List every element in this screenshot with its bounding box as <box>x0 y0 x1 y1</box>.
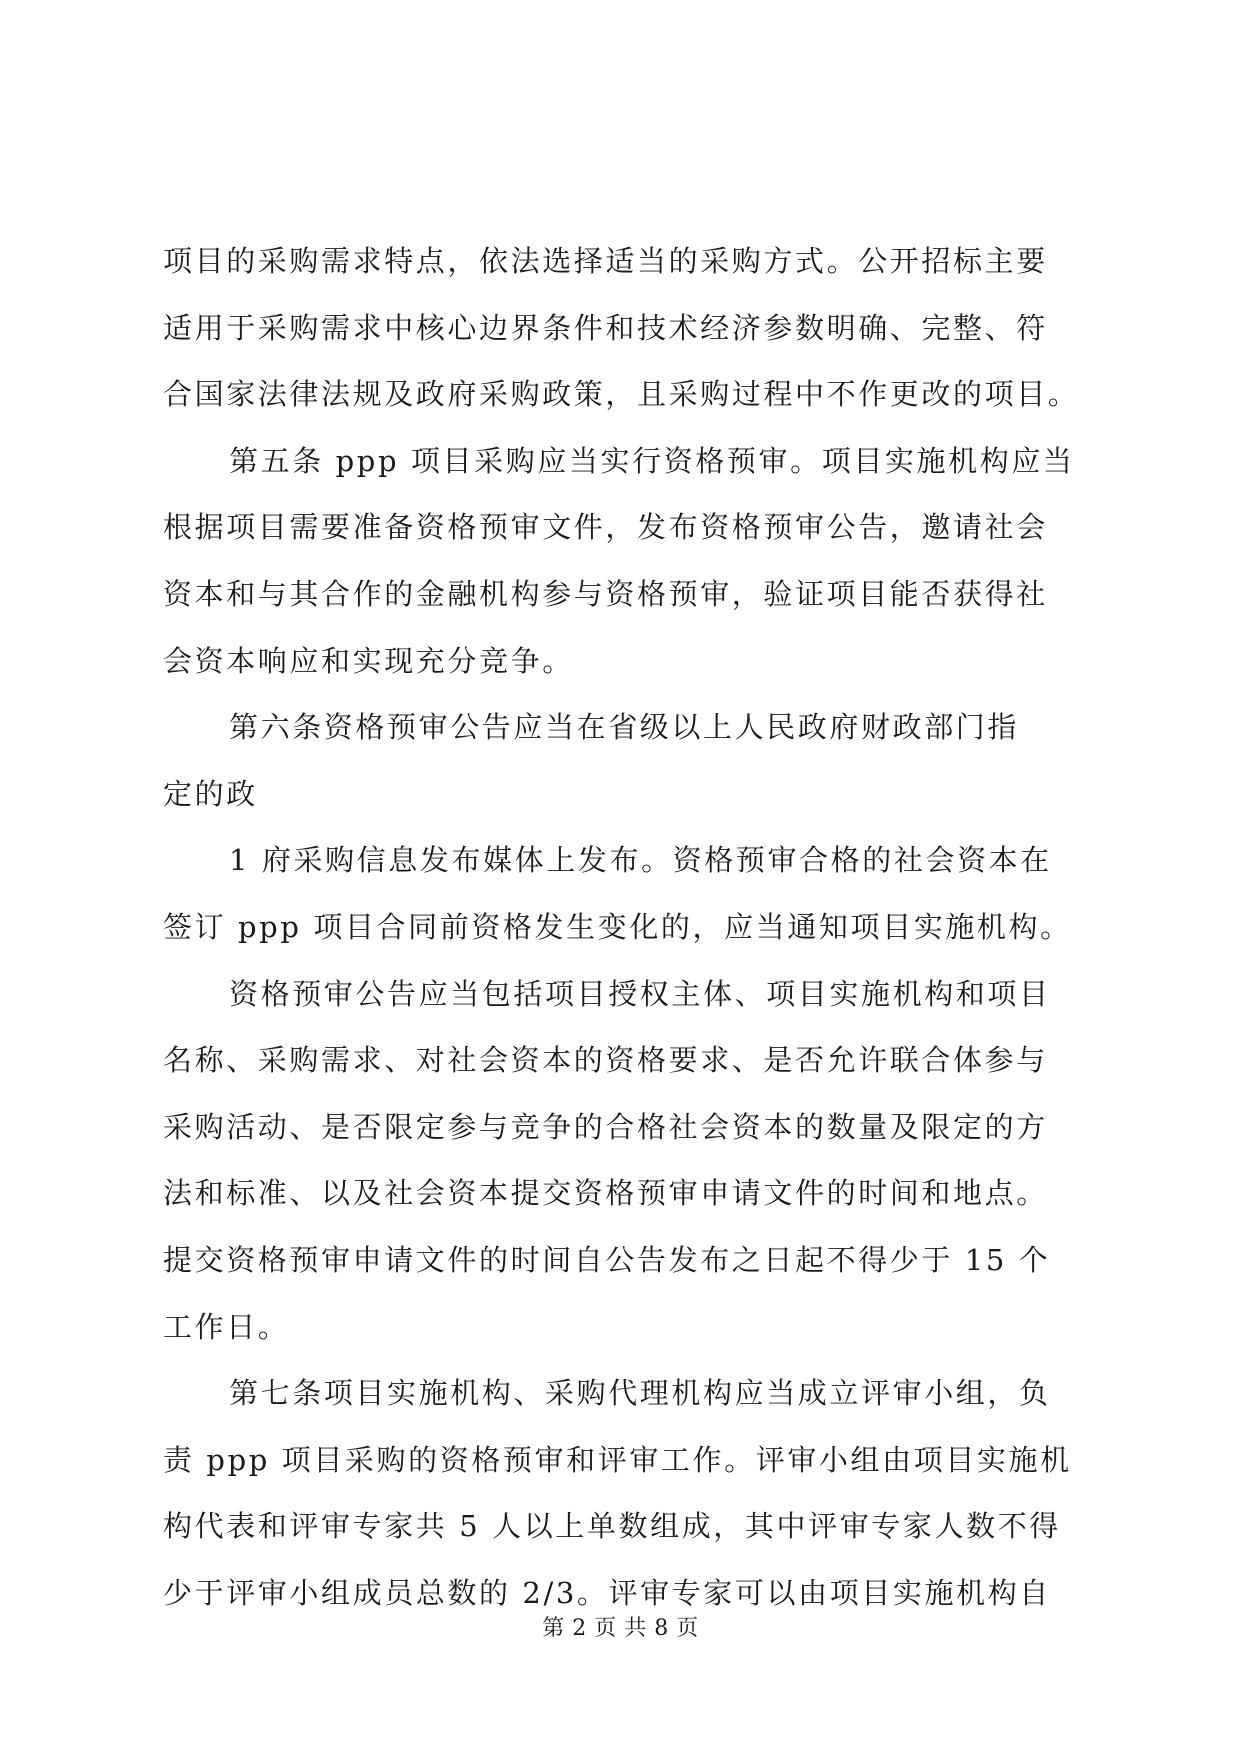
text-line: 少于评审小组成员总数的 2/3。评审专家可以由项目实施机构自 <box>163 1575 1051 1610</box>
text-line: 第七条项目实施机构、采购代理机构应当成立评审小组，负 <box>229 1376 1051 1411</box>
text-line: 签订 ppp 项目合同前资格发生变化的，应当通知项目实施机构。 <box>163 909 1072 944</box>
text-line: 定的政 <box>163 776 258 811</box>
text-line: 资本和与其合作的金融机构参与资格预审，验证项目能否获得社 <box>163 576 1048 611</box>
text-line: 构代表和评审专家共 5 人以上单数组成，其中评审专家人数不得 <box>163 1509 1061 1544</box>
body-text <box>163 228 1083 1626</box>
text-line: 适用于采购需求中核心边界条件和技术经济参数明确、完整、符 <box>163 310 1048 345</box>
text-line: 采购活动、是否限定参与竞争的合格社会资本的数量及限定的方 <box>163 1109 1048 1144</box>
text-line: 资格预审公告应当包括项目授权主体、项目实施机构和项目 <box>229 976 1051 1011</box>
page-footer: 第 2 页 共 8 页 <box>542 1616 699 1641</box>
text-line: 提交资格预审申请文件的时间自公告发布之日起不得少于 15 个 <box>163 1242 1051 1277</box>
text-line: 第五条 ppp 项目采购应当实行资格预审。项目实施机构应当 <box>229 443 1075 478</box>
text-line: 合国家法律法规及政府采购政策，且采购过程中不作更改的项目。 <box>163 377 1080 412</box>
text-line: 责 ppp 项目采购的资格预审和评审工作。评审小组由项目实施机 <box>163 1442 1072 1477</box>
text-line: 项目的采购需求特点，依法选择适当的采购方式。公开招标主要 <box>163 244 1048 278</box>
text-line: 名称、采购需求、对社会资本的资格要求、是否允许联合体参与 <box>163 1043 1048 1078</box>
text-line: 工作日。 <box>163 1309 290 1344</box>
text-line: 第六条资格预审公告应当在省级以上人民政府财政部门指 <box>229 710 1020 745</box>
text-line: 根据项目需要准备资格预审文件，发布资格预审公告，邀请社会 <box>163 510 1048 545</box>
text-line: 1 府采购信息发布媒体上发布。资格预审合格的社会资本在 <box>229 843 1052 878</box>
text-line: 会资本响应和实现充分竞争。 <box>163 643 574 678</box>
text-line: 法和标准、以及社会资本提交资格预审申请文件的时间和地点。 <box>163 1176 1048 1211</box>
